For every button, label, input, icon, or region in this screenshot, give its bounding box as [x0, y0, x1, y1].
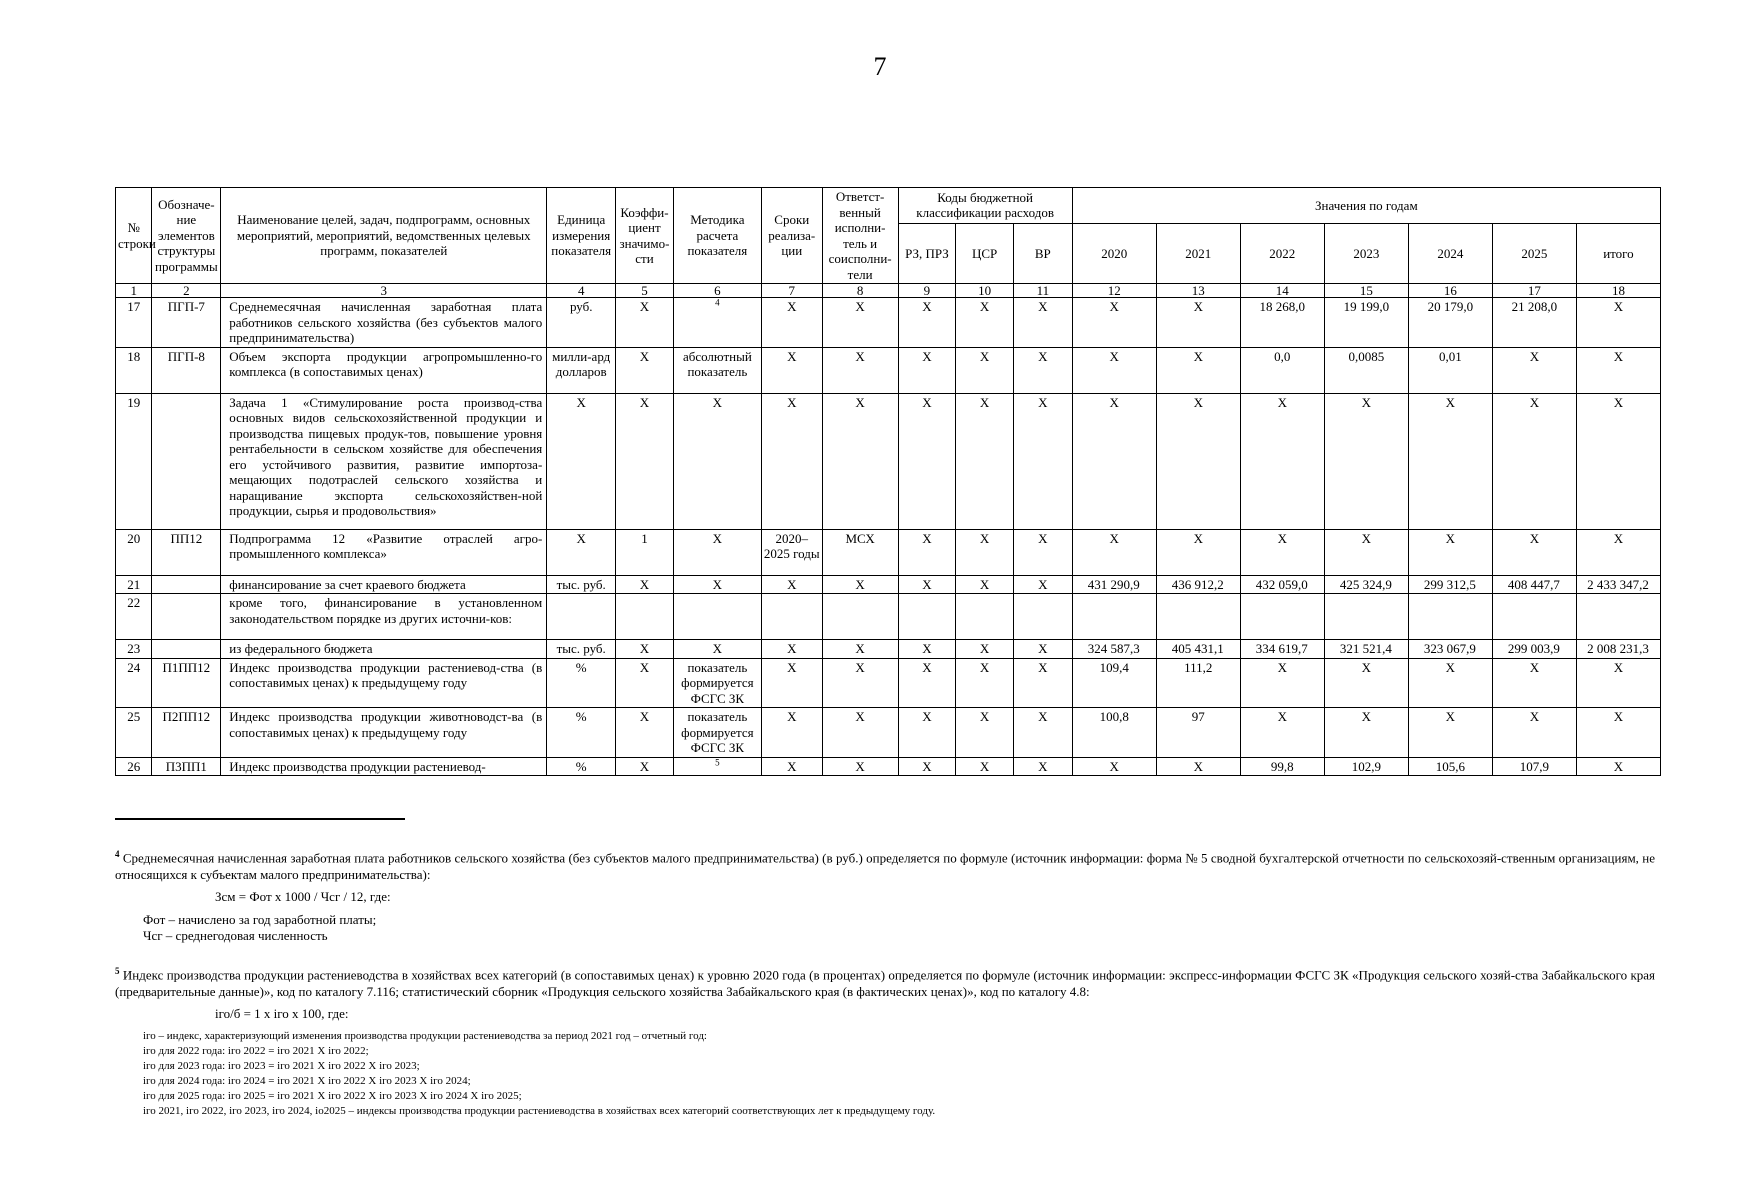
row-value: 107,9 [1492, 757, 1576, 776]
row-unit: % [547, 658, 616, 708]
row-vr: Х [1013, 575, 1072, 594]
row-number: 26 [116, 757, 152, 776]
row-name: Задача 1 «Стимулирование роста производ-ства основных видов сельскохозяйственной продукции и производства пищевых продук-тов, повышение уровня рентабельности в сельском хозяйстве для обеспечения его устойчивого развития, развитие импортоза-мещающих подотраслей сельского хозяйства и наращивание экспорта сельскохозяйствен-ной продукции, сырья и продовольствия» [221, 393, 547, 529]
row-responsible: Х [822, 757, 898, 776]
row-method [673, 757, 761, 776]
row-value: 323 067,9 [1408, 640, 1492, 659]
column-number: 15 [1324, 284, 1408, 298]
row-value: Х [1576, 757, 1660, 776]
row-coef [616, 594, 674, 640]
table-row [116, 757, 1661, 776]
row-value: Х [1240, 393, 1324, 529]
row-value: 432 059,0 [1240, 575, 1324, 594]
row-value: 97 [1156, 708, 1240, 758]
row-coef: Х [616, 708, 674, 758]
column-number: 3 [221, 284, 547, 298]
row-responsible: Х [822, 298, 898, 348]
row-rz: Х [898, 757, 956, 776]
footnote-text: Среднемесячная начисленная заработная плата работников сельского хозяйства (без субъектов малого предпринимательства) (в руб.) определяется по формуле (источник информации: форма № 5 сводной бухгалтерской отчетности по сельскохозяй-ственным организациям, не относящихся к субъектам малого предпринимательства): [115, 850, 1656, 882]
row-rz: Х [898, 393, 956, 529]
row-rz: Х [898, 658, 956, 708]
header-terms: Сроки реализа-ции [761, 188, 822, 284]
row-number: 22 [116, 594, 152, 640]
row-value: Х [1408, 708, 1492, 758]
row-value: Х [1492, 529, 1576, 575]
table-row [116, 529, 1661, 575]
row-unit: тыс. руб. [547, 575, 616, 594]
table-row [116, 575, 1661, 594]
column-number: 16 [1408, 284, 1492, 298]
row-number: 25 [116, 708, 152, 758]
formula: iго/б = 1 х iго х 100, где: [215, 1006, 349, 1022]
row-value: 111,2 [1156, 658, 1240, 708]
row-name: Среднемесячная начисленная заработная плата работников сельского хозяйства (без субъектов малого предпринимательства) [221, 298, 547, 348]
header-vr: ВР [1013, 223, 1072, 283]
row-value: 2 433 347,2 [1576, 575, 1660, 594]
table-row [116, 658, 1661, 708]
row-value: Х [1072, 347, 1156, 393]
row-csr: Х [956, 298, 1014, 348]
row-value: Х [1576, 658, 1660, 708]
row-value: 102,9 [1324, 757, 1408, 776]
row-name: кроме того, финансирование в установленном законодательством порядке из других источни-ков: [221, 594, 547, 640]
row-terms: Х [761, 708, 822, 758]
table-body [116, 284, 1661, 776]
row-number: 23 [116, 640, 152, 659]
row-terms: Х [761, 298, 822, 348]
row-value: 405 431,1 [1156, 640, 1240, 659]
row-terms [761, 594, 822, 640]
row-value [1576, 594, 1660, 640]
footnote-mark: 4 [115, 849, 120, 859]
column-number: 7 [761, 284, 822, 298]
row-rz: Х [898, 575, 956, 594]
row-designation [152, 575, 221, 594]
row-value [1072, 594, 1156, 640]
column-number: 11 [1013, 284, 1072, 298]
row-value: 299 312,5 [1408, 575, 1492, 594]
row-value: Х [1492, 393, 1576, 529]
row-method: Х [673, 640, 761, 659]
column-number: 9 [898, 284, 956, 298]
column-number: 6 [673, 284, 761, 298]
row-name: Индекс производства продукции растениевод-ства (в сопоставимых ценах) к предыдущему году [221, 658, 547, 708]
row-value: 334 619,7 [1240, 640, 1324, 659]
footnote-line: iго для 2023 года: iго 2023 = iго 2021 Х iго 2022 Х iго 2023; [143, 1059, 420, 1072]
row-value: Х [1240, 529, 1324, 575]
header-year: 2024 [1408, 223, 1492, 283]
row-value: 21 208,0 [1492, 298, 1576, 348]
row-value: Х [1576, 298, 1660, 348]
row-value: Х [1324, 529, 1408, 575]
footnotes [115, 846, 1655, 1119]
row-terms: 2020–2025 годы [761, 529, 822, 575]
row-vr: Х [1013, 757, 1072, 776]
row-value: Х [1156, 393, 1240, 529]
row-name: Индекс производства продукции животноводст-ва (в сопоставимых ценах) к предыдущему году [221, 708, 547, 758]
row-method: Х [673, 575, 761, 594]
row-rz: Х [898, 298, 956, 348]
row-value: 0,0 [1240, 347, 1324, 393]
row-coef: Х [616, 658, 674, 708]
row-value: 436 912,2 [1156, 575, 1240, 594]
row-name: из федерального бюджета [221, 640, 547, 659]
row-vr: Х [1013, 529, 1072, 575]
row-number: 20 [116, 529, 152, 575]
row-csr [956, 594, 1014, 640]
row-designation: П2ПП12 [152, 708, 221, 758]
row-method: показатель формируется ФСГС ЗК [673, 658, 761, 708]
row-method: Х [673, 529, 761, 575]
row-value: Х [1156, 298, 1240, 348]
header-coef: Коэффи-циент значимо-сти [616, 188, 674, 284]
row-method [673, 594, 761, 640]
row-terms: Х [761, 757, 822, 776]
row-rz: Х [898, 708, 956, 758]
row-terms: Х [761, 575, 822, 594]
header-csr: ЦСР [956, 223, 1014, 283]
row-number: 17 [116, 298, 152, 348]
row-value [1324, 594, 1408, 640]
row-unit: Х [547, 529, 616, 575]
header-row-no: № строки [116, 188, 152, 284]
row-number: 18 [116, 347, 152, 393]
column-number: 12 [1072, 284, 1156, 298]
column-number: 18 [1576, 284, 1660, 298]
row-value: 99,8 [1240, 757, 1324, 776]
row-value: Х [1492, 347, 1576, 393]
row-value: 408 447,7 [1492, 575, 1576, 594]
row-value: Х [1156, 347, 1240, 393]
footnote-5 [115, 963, 1655, 1000]
row-designation [152, 594, 221, 640]
header-unit: Единица измерения показателя [547, 188, 616, 284]
footnote-line: Фот – начислено за год заработной платы; [143, 911, 377, 927]
column-number: 17 [1492, 284, 1576, 298]
row-unit: милли-ард долларов [547, 347, 616, 393]
row-value: Х [1408, 658, 1492, 708]
header-values-by-year: Значения по годам [1072, 188, 1660, 224]
row-responsible: Х [822, 575, 898, 594]
header-year: 2025 [1492, 223, 1576, 283]
row-responsible: Х [822, 640, 898, 659]
row-value: Х [1576, 529, 1660, 575]
row-name: финансирование за счет краевого бюджета [221, 575, 547, 594]
footnote-line: Чсг – среднегодовая численность [143, 928, 328, 944]
row-value: Х [1408, 529, 1492, 575]
row-terms: Х [761, 658, 822, 708]
row-vr: Х [1013, 298, 1072, 348]
row-name: Объем экспорта продукции агропромышленно-го комплекса (в сопоставимых ценах) [221, 347, 547, 393]
row-responsible: Х [822, 393, 898, 529]
header-method: Методика расчета показателя [673, 188, 761, 284]
row-designation: ПГП-8 [152, 347, 221, 393]
page-number: 7 [873, 52, 887, 81]
row-unit: % [547, 708, 616, 758]
formula: Зсм = Фот х 1000 / Чсг / 12, где: [215, 889, 391, 905]
footnote-ref: 5 [715, 757, 720, 768]
row-value: Х [1324, 658, 1408, 708]
column-number: 4 [547, 284, 616, 298]
footnote-line: iго для 2024 года: iго 2024 = iго 2021 Х iго 2022 Х iго 2023 Х iго 2024; [143, 1074, 471, 1087]
row-value: 20 179,0 [1408, 298, 1492, 348]
row-name: Индекс производства продукции растениевод- [221, 757, 547, 776]
row-value: Х [1072, 529, 1156, 575]
row-rz [898, 594, 956, 640]
row-method: показатель формируется ФСГС ЗК [673, 708, 761, 758]
header-name: Наименование целей, задач, подпрограмм, основных мероприятий, мероприятий, ведомственных целевых программ, показателей [221, 188, 547, 284]
row-responsible [822, 594, 898, 640]
row-value [1408, 594, 1492, 640]
row-name: Подпрограмма 12 «Развитие отраслей агро-промышленного комплекса» [221, 529, 547, 575]
row-value: 299 003,9 [1492, 640, 1576, 659]
row-csr: Х [956, 757, 1014, 776]
row-unit: % [547, 757, 616, 776]
row-responsible: Х [822, 347, 898, 393]
row-value: 324 587,3 [1072, 640, 1156, 659]
row-value: Х [1240, 708, 1324, 758]
footnote-line: iго 2021, iго 2022, iго 2023, iго 2024, iо2025 – индексы производства продукции растениеводства в хозяйствах всех категорий соответствующих лет к предыдущему году. [143, 1104, 936, 1117]
row-number: 24 [116, 658, 152, 708]
row-value: 19 199,0 [1324, 298, 1408, 348]
row-coef: Х [616, 575, 674, 594]
row-method [673, 298, 761, 348]
row-rz: Х [898, 529, 956, 575]
header-year: 2022 [1240, 223, 1324, 283]
row-coef: Х [616, 393, 674, 529]
table-row [116, 640, 1661, 659]
column-number: 8 [822, 284, 898, 298]
row-value: 18 268,0 [1240, 298, 1324, 348]
row-unit: тыс. руб. [547, 640, 616, 659]
footnote-divider [115, 818, 405, 820]
header-year-total: итого [1576, 223, 1660, 283]
footnote-mark: 5 [115, 965, 120, 976]
row-rz: Х [898, 347, 956, 393]
row-designation [152, 393, 221, 529]
row-value: 105,6 [1408, 757, 1492, 776]
footnote-4 [115, 846, 1655, 883]
row-unit: руб. [547, 298, 616, 348]
header-year: 2020 [1072, 223, 1156, 283]
row-value [1492, 594, 1576, 640]
row-coef: Х [616, 298, 674, 348]
row-method: абсолютный показатель [673, 347, 761, 393]
row-coef: 1 [616, 529, 674, 575]
row-value: Х [1576, 393, 1660, 529]
row-value: Х [1156, 757, 1240, 776]
table-row [116, 347, 1661, 393]
row-value: Х [1072, 757, 1156, 776]
row-vr: Х [1013, 708, 1072, 758]
row-csr: Х [956, 347, 1014, 393]
row-designation: П3ПП1 [152, 757, 221, 776]
column-numbers-row [116, 284, 1661, 298]
row-value: 321 521,4 [1324, 640, 1408, 659]
row-terms: Х [761, 640, 822, 659]
row-designation: П1ПП12 [152, 658, 221, 708]
column-number: 14 [1240, 284, 1324, 298]
header-year: 2021 [1156, 223, 1240, 283]
row-unit [547, 594, 616, 640]
row-value: 0,0085 [1324, 347, 1408, 393]
row-value: 0,01 [1408, 347, 1492, 393]
row-vr [1013, 594, 1072, 640]
row-value: Х [1156, 529, 1240, 575]
row-number: 21 [116, 575, 152, 594]
table-row [116, 298, 1661, 348]
row-value: Х [1072, 298, 1156, 348]
row-value: Х [1576, 708, 1660, 758]
footnote-text: Индекс производства продукции растениеводства в хозяйствах всех категорий (в сопоставимых ценах) к уровню 2020 года (в процентах) определяется по формуле (источник информации: экспресс-информации ФСГС ЗК «Продукция сельского хозяй-ства Забайкальского края (предварительные данные)», код по каталогу 7.116; статистический сборник «Продукция сельского хозяйства Забайкальского края (в фактических ценах)», код по каталогу 4.8: [115, 967, 1656, 999]
header-responsible: Ответст-венный исполни-тель и соисполни-тели [822, 188, 898, 284]
row-coef: Х [616, 347, 674, 393]
row-csr: Х [956, 529, 1014, 575]
row-value: 109,4 [1072, 658, 1156, 708]
row-value: 2 008 231,3 [1576, 640, 1660, 659]
row-unit: Х [547, 393, 616, 529]
row-vr: Х [1013, 640, 1072, 659]
row-value: Х [1324, 393, 1408, 529]
table-row [116, 393, 1661, 529]
row-value: Х [1492, 658, 1576, 708]
row-value [1156, 594, 1240, 640]
row-rz: Х [898, 640, 956, 659]
row-responsible: Х [822, 708, 898, 758]
row-method: Х [673, 393, 761, 529]
row-designation [152, 640, 221, 659]
footnote-line: iго для 2022 года: iго 2022 = iго 2021 Х iго 2022; [143, 1044, 369, 1057]
row-terms: Х [761, 393, 822, 529]
footnote-line: iго для 2025 года: iго 2025 = iго 2021 Х iго 2022 Х iго 2023 Х iго 2024 Х iго 2025; [143, 1089, 522, 1102]
row-value: Х [1408, 393, 1492, 529]
row-responsible: МСХ [822, 529, 898, 575]
row-csr: Х [956, 708, 1014, 758]
row-vr: Х [1013, 393, 1072, 529]
row-value: Х [1072, 393, 1156, 529]
row-value: 425 324,9 [1324, 575, 1408, 594]
column-number: 1 [116, 284, 152, 298]
row-value: Х [1240, 658, 1324, 708]
row-value: 100,8 [1072, 708, 1156, 758]
column-number: 2 [152, 284, 221, 298]
row-responsible: Х [822, 658, 898, 708]
row-vr: Х [1013, 658, 1072, 708]
row-coef: Х [616, 640, 674, 659]
row-value: Х [1324, 708, 1408, 758]
row-csr: Х [956, 640, 1014, 659]
row-csr: Х [956, 658, 1014, 708]
indicators-table [115, 187, 1661, 776]
footnote-line: iго – индекс, характеризующий изменения производства продукции растениеводства за период 2021 год – отчетный год: [143, 1029, 707, 1042]
row-vr: Х [1013, 347, 1072, 393]
row-value: Х [1576, 347, 1660, 393]
header-budget-codes: Коды бюджетной классификации расходов [898, 188, 1072, 224]
row-coef: Х [616, 757, 674, 776]
column-number: 10 [956, 284, 1014, 298]
table-row [116, 708, 1661, 758]
row-value: 431 290,9 [1072, 575, 1156, 594]
header-designation: Обозначе-ние элементов структуры программы [152, 188, 221, 284]
row-value: Х [1492, 708, 1576, 758]
table-row [116, 594, 1661, 640]
row-csr: Х [956, 393, 1014, 529]
column-number: 5 [616, 284, 674, 298]
column-number: 13 [1156, 284, 1240, 298]
header-rz: РЗ, ПРЗ [898, 223, 956, 283]
row-number: 19 [116, 393, 152, 529]
row-designation: ПГП-7 [152, 298, 221, 348]
row-designation: ПП12 [152, 529, 221, 575]
row-value [1240, 594, 1324, 640]
row-terms: Х [761, 347, 822, 393]
footnote-ref: 4 [715, 297, 720, 308]
header-year: 2023 [1324, 223, 1408, 283]
row-csr: Х [956, 575, 1014, 594]
